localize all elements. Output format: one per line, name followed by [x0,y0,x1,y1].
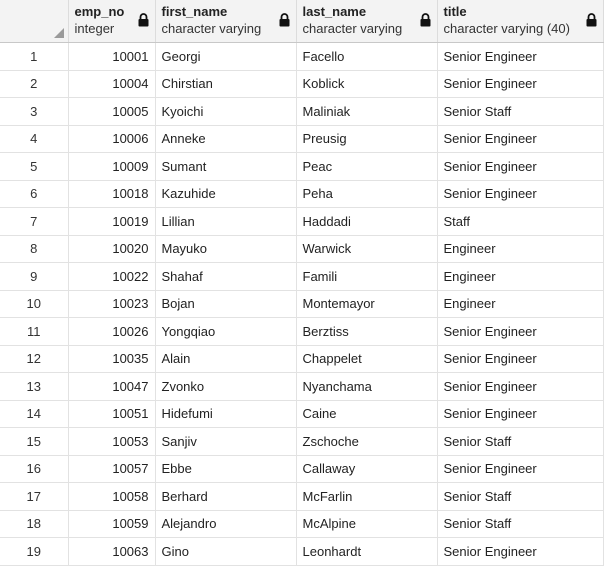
cell-emp-no[interactable]: 10051 [68,400,155,428]
cell-title[interactable]: Senior Staff [437,483,603,511]
cell-first-name[interactable]: Alain [155,345,296,373]
table-row[interactable] [0,483,603,511]
table-row[interactable] [0,455,603,483]
column-name: first_name [161,4,228,19]
column-type: integer [74,21,115,36]
cell-first-name[interactable]: Mayuko [155,235,296,263]
cell-first-name[interactable]: Ebbe [155,455,296,483]
cell-last-name[interactable]: Maliniak [296,98,437,126]
cell-last-name[interactable]: Nyanchama [296,373,437,401]
cell-first-name[interactable]: Kyoichi [155,98,296,126]
cell-first-name[interactable]: Berhard [155,483,296,511]
cell-first-name[interactable]: Lillian [155,208,296,236]
column-header-last-name[interactable] [296,0,437,43]
header-row [0,0,603,43]
table-row[interactable] [0,263,603,291]
row-number[interactable]: 7 [0,208,68,236]
cell-emp-no[interactable]: 10035 [68,345,155,373]
row-number[interactable]: 3 [0,98,68,126]
lock-icon [586,13,597,27]
sort-corner-icon [54,28,64,38]
table-header [0,0,603,43]
cell-title[interactable]: Senior Engineer [437,153,603,181]
cell-title[interactable]: Senior Engineer [437,43,603,71]
cell-last-name[interactable]: Callaway [296,455,437,483]
column-header-title[interactable] [437,0,603,43]
row-number[interactable]: 11 [0,318,68,346]
cell-emp-no[interactable]: 10006 [68,125,155,153]
table-row[interactable] [0,43,603,71]
cell-first-name[interactable]: Sumant [155,153,296,181]
column-name: last_name [302,4,367,19]
cell-emp-no[interactable]: 10058 [68,483,155,511]
cell-title[interactable]: Senior Engineer [437,125,603,153]
lock-icon [420,13,431,27]
lock-icon [279,13,290,27]
row-number[interactable]: 8 [0,235,68,263]
table-body [0,43,603,566]
cell-last-name[interactable]: McAlpine [296,510,437,538]
cell-title[interactable]: Senior Staff [437,510,603,538]
row-number[interactable]: 13 [0,373,68,401]
row-number[interactable]: 18 [0,510,68,538]
table-row[interactable] [0,373,603,401]
cell-first-name[interactable]: Hidefumi [155,400,296,428]
cell-last-name[interactable]: Preusig [296,125,437,153]
table-row[interactable] [0,180,603,208]
table-row[interactable] [0,290,603,318]
row-number[interactable]: 10 [0,290,68,318]
cell-first-name[interactable]: Sanjiv [155,428,296,456]
row-number[interactable]: 19 [0,538,68,566]
select-all-corner[interactable] [0,0,68,43]
cell-emp-no[interactable]: 10009 [68,153,155,181]
cell-title[interactable]: Senior Engineer [437,318,603,346]
cell-title[interactable]: Senior Engineer [437,455,603,483]
cell-title[interactable]: Senior Staff [437,428,603,456]
cell-last-name[interactable]: Haddadi [296,208,437,236]
cell-emp-no[interactable]: 10022 [68,263,155,291]
column-name: emp_no [74,4,125,19]
column-header-emp-no[interactable] [68,0,155,43]
cell-emp-no[interactable]: 10023 [68,290,155,318]
cell-title[interactable]: Senior Engineer [437,373,603,401]
cell-last-name[interactable]: Famili [296,263,437,291]
row-number[interactable]: 1 [0,43,68,71]
table-row[interactable] [0,125,603,153]
cell-last-name[interactable]: McFarlin [296,483,437,511]
column-name: title [443,4,467,19]
cell-first-name[interactable]: Chirstian [155,70,296,98]
cell-emp-no[interactable]: 10057 [68,455,155,483]
cell-first-name[interactable]: Zvonko [155,373,296,401]
row-number[interactable]: 17 [0,483,68,511]
cell-emp-no[interactable]: 10047 [68,373,155,401]
table-row[interactable] [0,510,603,538]
cell-last-name[interactable]: Caine [296,400,437,428]
cell-last-name[interactable]: Berztiss [296,318,437,346]
row-number[interactable]: 15 [0,428,68,456]
cell-emp-no[interactable]: 10026 [68,318,155,346]
cell-last-name[interactable]: Koblick [296,70,437,98]
cell-last-name[interactable]: Facello [296,43,437,71]
cell-first-name[interactable]: Shahaf [155,263,296,291]
cell-title[interactable]: Engineer [437,235,603,263]
cell-title[interactable]: Senior Engineer [437,538,603,566]
cell-last-name[interactable]: Peha [296,180,437,208]
table-row[interactable] [0,153,603,181]
cell-last-name[interactable]: Warwick [296,235,437,263]
cell-last-name[interactable]: Zschoche [296,428,437,456]
cell-title[interactable]: Senior Staff [437,98,603,126]
table-row[interactable] [0,208,603,236]
row-number[interactable]: 14 [0,400,68,428]
cell-title[interactable]: Engineer [437,290,603,318]
table-row[interactable] [0,235,603,263]
cell-title[interactable]: Senior Engineer [437,345,603,373]
cell-emp-no[interactable]: 10005 [68,98,155,126]
cell-first-name[interactable]: Alejandro [155,510,296,538]
cell-emp-no[interactable]: 10059 [68,510,155,538]
table-row[interactable] [0,400,603,428]
cell-emp-no[interactable]: 10020 [68,235,155,263]
cell-title[interactable]: Senior Engineer [437,400,603,428]
row-number[interactable]: 16 [0,455,68,483]
row-number[interactable]: 4 [0,125,68,153]
table-row[interactable] [0,428,603,456]
row-number[interactable]: 2 [0,70,68,98]
table-row[interactable] [0,70,603,98]
row-number[interactable]: 5 [0,153,68,181]
cell-title[interactable]: Senior Engineer [437,180,603,208]
table-row[interactable] [0,538,603,566]
cell-last-name[interactable]: Chappelet [296,345,437,373]
table-row[interactable] [0,345,603,373]
cell-emp-no[interactable]: 10053 [68,428,155,456]
cell-last-name[interactable]: Peac [296,153,437,181]
column-type: character varying [161,21,262,36]
cell-title[interactable]: Engineer [437,263,603,291]
cell-first-name[interactable]: Gino [155,538,296,566]
cell-first-name[interactable]: Yongqiao [155,318,296,346]
cell-title[interactable]: Senior Engineer [437,70,603,98]
column-type: character varying [302,21,403,36]
cell-last-name[interactable]: Leonhardt [296,538,437,566]
lock-icon [138,13,149,27]
cell-first-name[interactable]: Bojan [155,290,296,318]
cell-title[interactable]: Staff [437,208,603,236]
cell-emp-no[interactable]: 10019 [68,208,155,236]
row-number[interactable]: 12 [0,345,68,373]
column-type: character varying (40) [443,21,570,36]
table-row[interactable] [0,318,603,346]
cell-emp-no[interactable]: 10004 [68,70,155,98]
cell-emp-no[interactable]: 10063 [68,538,155,566]
table-row[interactable] [0,98,603,126]
cell-first-name[interactable]: Kazuhide [155,180,296,208]
row-number[interactable]: 6 [0,180,68,208]
row-number[interactable]: 9 [0,263,68,291]
cell-first-name[interactable]: Anneke [155,125,296,153]
cell-emp-no[interactable]: 10001 [68,43,155,71]
cell-emp-no[interactable]: 10018 [68,180,155,208]
cell-first-name[interactable]: Georgi [155,43,296,71]
column-header-first-name[interactable] [155,0,296,43]
cell-last-name[interactable]: Montemayor [296,290,437,318]
